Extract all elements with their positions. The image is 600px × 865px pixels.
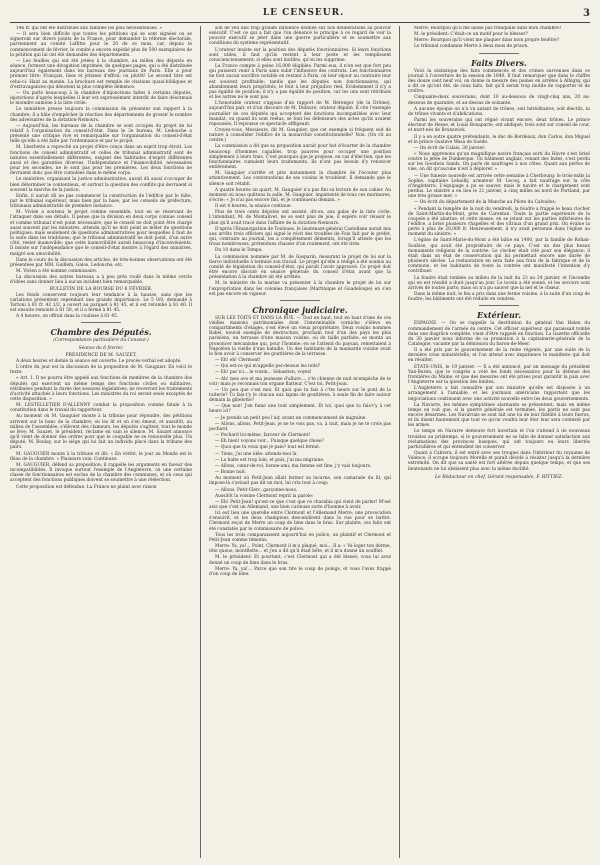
paragraph: La commission nommée par M. de Gasparin, mesurant le projet de loi sur la tierce individuelle à terminé son travail. Le projet qu'elle a rédigé a été soumis au comité de législation du conseil-d'état, qui paraît l'avoir approuvé. Ce projet doit être encore discuté en séance générale du conseil d'état avant que la présentation à la chambre ait été arrêtée.	[209, 254, 391, 281]
paragraph: M. Vivien a soutenu le projet comme ensemble, tout en se réservant de l'attaquer dans ses détails. Il pense que la division en deux corps connue conseil et comme tribunal n'est point nécessaire; que le conseil ne doit point être chargé aussi souvent par les ministres, attendu qu'il ne doit point se mêler de questions politiques; mais seulement de questions administratives pour lesquelles il faut de la suite dans les traditions; que le tribunal administratif ne doit point, d'un autre côté, rester inamovible; que cette inamovibilité aurait beaucoup d'inconvénients. Il insiste sur l'indépendance que le conseil-d'état montre à l'égard des ministres, malgré son amovibilité.	[10, 210, 192, 257]
paragraph: — Allons, cœur-de-roi, bonne-ami; ma femme est fine, j'y vais toujours.	[215, 463, 372, 469]
paragraph: — Pochard toi-même, farceur de Clermont!	[215, 433, 311, 439]
paragraph: « Art. 1. Il ne pourra être appelé aux fonctions de membres de la chambre des députés qui exercent un même temps des fonctions civiles ou militaires, rétribuées pendant la durée des sessions législatives, ne recevront les traitements d'activité attachés à leurs fonctions. Les ministres du roi seront seuls exceptés de cette disposition. »	[10, 376, 192, 402]
paragraph: M. le président: C'était-ce un motif pour le blesser?	[414, 32, 528, 38]
column-1	[10, 26, 192, 858]
paragraph: Ici eut lieu une querelle entre Clermont et l'Allemand Merre; une provocation s'ensuivit, et les deux champions descendirent dans la rue pour se battre. Clermont reçut de Merre un coup de lime dans le bras. Sur plainte, ces faits ont été constatés par le commissaire de police.	[209, 511, 391, 532]
paragraph: A 4 heures, on offrait dans la coulisse à 81 45.	[16, 314, 119, 320]
presidency: PRÉSIDENCE DE M. SAUZET.	[65, 352, 137, 358]
header-rule	[10, 22, 590, 23]
section-title-judiciaire: Chronique judiciaire.	[252, 304, 348, 315]
paragraph: — Un peu que c'est moi. Et quoi que tu fais à c'tte heure sur le pont de la tuiterie? Tu fais-t'y le chacun aux lapins de gouttières, à seule fin de faire autour demain la gibelotte?	[209, 387, 391, 404]
paragraph: Le ministère presse toujours la commission de présenter son rapport à la chambre; il a hâte d'empêcher la réaction des départements de grossir le nombre des adversaires de la dotation-Nemours.	[10, 107, 192, 123]
paragraph: Enfin, il aurait dû ne pas commencer la construction de l'édifice par le faîte, par le tribunal supérieur, mais bien par la base, par les conseils de préfecture, tribunaux administratifs de première instance.	[10, 193, 192, 210]
paragraph: ÉTATS-UNIS, le 19 janvier. — Il a été annoncé, par un message du président Van-Buren, que le congrès a voté les fonds nécessaires pour la défense des frontières du Maine, et que des mesures ont été prises pour garantir la paix avec l'Angleterre sur la question des limites.	[408, 364, 590, 386]
paragraph: M. Vivien a été nommé commissaire.	[16, 269, 98, 275]
columns	[10, 26, 590, 858]
bourse-title: BULLETIN DE LA BOURSE DU 6 FÉVRIER.	[49, 286, 153, 292]
paragraph: M. LESTELLETIER D'ALLENNY combat la proposition comme fatale à la constitution dans le travail du rapporteur.	[10, 403, 192, 414]
paragraph: Merre: Ya, ya!... Parce que son tire le coup de poings, et vous l'avez frappé d'un coup de lime.	[209, 566, 391, 577]
paragraph: Il est 4 heures, la séance continue.	[215, 204, 292, 210]
paragraph: Du 10 dans le Temps:	[215, 248, 263, 254]
paragraph: — Que non! J'en fume une tout simplement. Et toi, quoi que tu fais-t'y à cet heure ici?	[209, 404, 391, 415]
paragraph: — Les feuilles qui ont été jetées à la chambre, au milieu des députés en séance, forment une divagation imprimée, de quelques pages, qui a été distribuée aujourd'hui également dans les bureaux des journaux de Paris. Elle a pour premier titre: Français, lisez et jetissez d'effroi; ou plutôt! Le second titre est celui-ci: Haut au monde. La brochure est remplie de citations quasi-bibliques et d'extravagances qui dénotent la plus complète démence.	[10, 58, 192, 90]
paragraph: — Qui est-ce qui m'appelle par-dessus les toits?	[215, 364, 321, 370]
paragraph: Le temps en Navarre demeure fort incertain et l'on s'attend à de nouveaux troubles au printemps, si le gouvernement ne se hâte de donner satisfaction aux réclamations des provinces basques, qui ont toujours eu leurs libertés particulières et qui entendent les conserver.	[408, 429, 590, 450]
paragraph: — On écrit du département de la Manche au Pilote du Calvados:	[414, 200, 557, 206]
paragraph: Croyez-vous, Messieurs, dit M. Gauguier, que cet exemple si fréquent soit de nature à consolider l'édifice de la monarchie constitutionnelle? Non. (On rit au centre.)	[209, 127, 391, 144]
column-3	[408, 26, 590, 858]
paragraph: « Pendant la tempête de la nuit du vendredi, la foudre a frappé le beau clocher de Saint-Martin-du-Mont, près de Carentan. Toute la partie supérieure de la coupole a été abattue, et cette masse, en se jetant sur les parties inférieures de l'édifice, a brisé plusieurs chapelles et des vitraux d'un grand prix. On évalue la perte à plus de 20,000 fr. Heureusement, il n'y avait personne dans l'église au moment du sinistre. »	[408, 206, 590, 238]
paragraph: L'Angleterre a fait connaître par son ministre qu'elle est disposée à un arrangement à l'amiable, et les journaux américains rapportent que les négociations continuent avec une activité nouvelle entre les deux gouvernements.	[408, 386, 590, 402]
paragraph: Merre: Bourquoi qu'il vient me plaquer dans mon propre fenêtre?	[414, 38, 560, 44]
paragraph: Dans la même nuit, le feu a pris dans une ferme voisine, à la suite d'un coup de foudre; les bâtiments ont été réduits en cendres.	[408, 292, 590, 303]
paragraph: — On écrit de Calais, 30 janvier:	[414, 145, 486, 151]
paragraph: M. GAUGUIER monte à la tribune et dit: « En vérité, le jour au Monde est le fléau de la chambre. » Plusieurs voix: Continuez.	[10, 451, 192, 462]
paragraph: La Navarre, les mêmes symptômes alarmants se présentent; mais en même temps on voit que, si la guerre générale est terminée, les partis ne sont pas encore désarmés. Les Navarrais se sont fait une loi de leur fidélité à leurs fueros, et ils disent hautement que tout ce qu'on voudra leur ôter leur sera contesté par les armes.	[408, 402, 590, 429]
paragraph: A aucune époque on n'a vu autant de trônes, soit héréditaires, soit électifs, ni de trônes vivants et d'abdications.	[408, 106, 590, 117]
paragraph: L'église de Saint-Marie-du-Mont a été bâtie en 1400, par la famille de Rohan-Soubise, qui avait été propriétaire de ce pays. C'est un des plus beaux monuments religieux de la contrée. Le clocher était cité pour son élégance; il était dans un état de conservation qui lui permettait encore une durée de plusieurs siècles. La restauration en sera faite aux frais de la fabrique et de la commune, et les habitants de toute la contrée ont manifesté l'intention d'y contribuer.	[408, 238, 590, 275]
paragraph: Plus de trois cents députés ont assisté, dit-on, aux galas de la liste civile. L'intendant, M. de Montalivet, ne se sent plus de joie, il espère voir réussir le plan qu'il avait tracé dans l'affaire de la dotation-Nemours.	[209, 210, 391, 226]
paragraph: M. le président: Et pourtant, c'est Clermont qui a été blessé; vous lui avez donné un coup de lime dans le bras.	[209, 555, 391, 566]
paragraph: A deux heures et demie la séance est ouverte. Le procès-verbal est adopté.	[16, 358, 182, 364]
paragraph: Merre: Bourquoi qu'il me laisse pas tranquille dans mon chambre?	[414, 26, 562, 31]
paragraph: Au moment où Petit-Jean allait fermer sa lucarne, son camarade du lit, qui impose-là s'avisait pas dit un mot, lui cria tout à coup:	[209, 476, 391, 487]
paragraph: 146 fr. qui ont été distribués aux familles les plus nécessiteuses. »	[16, 26, 162, 31]
paragraph: — La halte est trop loin, et puis, j'ai ma migraine.	[215, 457, 325, 463]
paragraph: Le ministère, organisant la justice administrative, aurait dû aussi s'occuper de bien déterminer le contentieux, et surtout la question des conflits qui devraient si souvent la marche de la justice.	[10, 177, 192, 193]
ornament-rule	[479, 304, 519, 307]
ornament-rule	[280, 299, 320, 302]
paragraph: — Tiens, j'ai une idée: attends-moi là.	[215, 451, 298, 457]
section-title-faits-divers: Faits Divers.	[471, 57, 527, 68]
paragraph: Tous les trois comparaissent aujourd'hui en police, un plaintif et Clermont et Petit-Jean comme témoins.	[209, 532, 391, 543]
paragraph: Il a été pris par le gouvernement de la reine régente, par une suite de la dernière crise ministérielle, et l'on attend avec impatience le manifeste qui doit en résulter.	[408, 348, 590, 364]
paragraph: — Eh bien! voyons voir... Puisque quelque chose?	[215, 439, 324, 445]
paragraph: — On parle beaucoup à la chambre d'injonctions faites à certains députés, injonctions d'après lesquelles il leur est expressément interdit de faire désormais le moindre aumône à la liste civile.	[10, 90, 192, 107]
paragraph: La commission a dit que sa proposition aurait pour but d'écarter de la chambre beaucoup d'hommes capables, trop pauvres pour occuper une position simplement à leurs frais. C'est pourquoi que je propose, en cas d'élection, que les fonctionnaires cumulent leurs traitements. Ils n'ont pas besoin d'y renoncer entièrement.	[209, 144, 391, 171]
paragraph: — Ah! mes ave et ma jeunesse d'allure..., c'te chienne de nuit m'empêche de te voir; mais je reconnais ton organe flatteur. C'est toi, Petit-Jean.	[209, 376, 391, 387]
column-2	[209, 26, 391, 858]
paragraph: — Quoi que tu veux que je paie? tout est fermé.	[215, 445, 320, 451]
column-divider	[399, 26, 400, 858]
paragraph: M. Lherbette a reproché au projet d'être conçu dans un esprit trop étroit. Les fonctions de conseil administratif et celles de tribunal administratif sont de natures essentiellement différentes, exigent des habitudes d'esprit différentes aussi et des garanties diverses, l'indépendance et l'inamovibilité, nécessaires pour les secondes, ne le sont pas pour les premières. Les deux fonctions ne devraient donc pas être cumulées dans le même corps.	[10, 145, 192, 177]
paragraph: Au moment où M. Gauguier monte à la tribune pour répondre, des pétitions arrivent sur le banc de la chambre; on les lit et on s'en émeut, et aussitôt, au milieu de l'assemblée, s'élèvent des clameurs, les députés s'agitent, tout le monde se lève; M. Sauzet, le président, réclame en vain le silence. M. Sauzet annonce qu'il vient de donner des ordres pour que le coupable ne se renouvelle plus. Un député, M. Boulay, sur le siège qui lui fait un individu placé dans la tribune des pairs.	[10, 414, 192, 451]
paragraph: — Allons, allons, Petit-Jean, je ne te vois pas, va, à nuit, mais je ne te crois pas pochard.	[209, 421, 391, 432]
paragraph: — Allons, Petit-Clerc, garçonne-nous.	[215, 487, 298, 493]
paragraph: Cette proposition est défendue. La France ne plaint avec raison	[16, 484, 157, 490]
paragraph: son de veil une trop grande influence donnée sur nos délibérations au pouvoir exécutif. C'est ce qui a fait que l'on dénoncé le principe à ce regard de voir la pouvoir exécutif se jeter dans une guerre particulière et se soumettre aux conditions du système représentatif.	[209, 26, 391, 47]
paragraph: — Aujourd'hui, les bureaux de la chambre se sont occupés du projet de loi relatif à l'organisation du conseil-d'état. Dans le 3e bureau, M. Ledouche a présenté une critique vive et remarquable sur l'organisation du conseil-d'état telle qu'elle a été faite par l'ordonnance et par le projet.	[10, 123, 192, 145]
paragraph: La discussion des autres bureaux a à peu près roulé dans le même cercle d'idées sans donner lieu à aucun incident bien remarquable.	[10, 275, 192, 286]
paragraph: Cinquante-deux souverains, dont 10 au-dessous de vingt-cinq ans, 20 au-dessous de quarante, et au-dessus de soixante.	[408, 95, 590, 106]
paragraph: — Il sera bien difficile que toutes les pétitions qui se sont signées ou se signeront sur divers points de la France, pour demander la réforme électorale, parviennent au comité Laffitte pour le 20 de ce mois, car, depuis le commencement de février, le comité a encore expédié plus de 500 exemplaires de la pétition qui lui ont été demandés des départements.	[10, 32, 192, 58]
paragraph: Merre: Ya, ya!... Point, Clermont il m'a plaqué, moi... Il a: « Va loger ton derme, tête queue, montflette... et j'en a dit qu'il était bête, et il m'a donné un soufflet.	[209, 544, 391, 555]
paragraph: — Une funeste nouvelle est arrivée cette semaine à Cherbourg: le trois-mâts la Sophie, capitaine Lebailly, armateur M. Lecoq, a fait naufrage sur la côte d'Angleterre. L'équipage a pu se sauver, mais le navire et le chargement sont perdus. Le sinistre a eu lieu le 21 janvier, à cinq milles au nord de Portland, par une très grosse mer. »	[408, 173, 590, 200]
paragraph: — Eh! eh! Clermont!	[215, 358, 261, 364]
paragraph: Le tribunal condamne Merre à deux mois de prison.	[414, 44, 529, 50]
paragraph: Quant à Cabrera, il est entré avec ses troupes dans l'intérieur du royaume de Valence; il occupe toujours Morella et paraît décidé à résister jusqu'à la dernière extrémité. On dit que sa santé est fort altérée depuis quelque temps, et que ses lieutenants ne lui obéissent plus avec la même docilité.	[408, 451, 590, 472]
section-title-exterieur: Extérieur.	[476, 310, 522, 321]
paragraph: A quatre heures un quart, M. Gauguier n'a pas fini sa lecture de son cahier. Au moment où nous quittons la salle, M. Gauguier, impatienté de tous ces murmures, s'écrie: « Je n'ai pas encore fini, et je continuerai demain. »	[209, 187, 391, 203]
paragraph: — Je prends un petit peu l'air, avant un commencement de migraine.	[215, 415, 367, 421]
paragraph: D'après l'Émancipation de Toulouse, le lieutenant-général Castellane aurait mis aux arrêts trois officiers qui signé le récit des troubles de Foix fait par le préfet, qui, contraire au journal, les a complètement démentis, lorsqu'il atteste que les trous nombreuses, prétendues chasser d'un roulement, ont été tirés.	[209, 226, 391, 248]
paragraph: La foudre était tombée au milieu de la nuit du 23 au 24 janvier, et l'incendie qui en est résulté a duré jusqu'au jour. Le tocsin a été sonné, et les secours sont arrivés de toutes parts; mais on n'a pu sauver que la nef et le chœur.	[408, 275, 590, 291]
paragraph: Aussitôt la voisine Clermont reprit la parole:	[215, 493, 314, 499]
paragraph: L'ordre du jour est la discussion de la proposition de M. Gauguier. En voici le texte:	[10, 365, 192, 376]
paragraph: — Eh! Petit-Jean! qu'est-ce que c'est que ce charabia qui vient de parler! M'est avis que c'est un Allemand, une bien curieuse sorte d'homme à avoir.	[209, 499, 391, 510]
paragraph: — Eh! par ici... le voisin... Sébastien, voyez!	[215, 370, 312, 376]
ornament-rule	[479, 52, 519, 55]
paragraph: SUR LES TOITS ET DANS LA RUE. — Tout en haut, tout en haut d'une de ces vieilles maisons patrimoniales dont l'interminable corniche s'élève en compartiments d'étages, s'est élevé un vieux propriétaire. Deux voisins nommés Babel, nouvel exemple de destruction, prochain tour d'un des pays les plus parisiens, un terrasse d'une maison voisine, où de taille parfaite, se monta un prononcer mécanisme qui, pour l'homme, en se l'attend du paysan, remettaient à Napoléon la vieille d'une bataille. Un des habitants de la mansarde voisine avait le bon avoir à conserver les gouttières de la terrasse.	[209, 315, 391, 357]
page-number: 3	[583, 7, 590, 19]
paragraph: La France compte à peine 16,000 éligibles. Parmi eux, il n'en est que fort peu qui puissent venir à Paris sans subir l'influence des contrats. Les fonctionnaires ne font aucun sacrifice notable en restant à Paris, où leur séjour au contraire leur est souvent profitable; tandis que les députés non fonctionnaires, qui abandonnent leurs propriétés, le font à leur préjudice réel. Évidemment il n'y a pas égalité de position; il n'y a pas égalité de position, car les uns sont rétribués et les autres ne le sont pas.	[209, 64, 391, 101]
session-date: Séance du 6 février.	[78, 345, 124, 351]
paragraph: Il y a en outre quatre prétendants, le duc de Bordeaux, don Carlos, don Miguel et le prince Gustave Wasa de Suède.	[408, 134, 590, 145]
paragraph: M. GAUGUIER, défend sa proposition; il rappelle les arguments en faveur des incompatibilités. Il invoque surtout l'exemple de l'Angleterre, où une certaine classe de fonctionnaires est exclue de la chambre des communes, et où ceux qui acceptent des fonctions publiques doivent se soumettre à une réélection.	[10, 462, 192, 484]
paragraph: M. Gauguier s'arrête et prie instamment la chambre de l'écouter plus attentivement. Les conversations de ses voisins le troublent. Il demande que le silence soit rétabli.	[209, 171, 391, 187]
paragraph: « Nous apprenons qu'un magnifique navire français sorti du Havre s'est brisé contre la jetée de Dunkerque. Un bâtiment anglais, venant des Indes, s'est perdu sur les Goodwin Sands. On parle de naufrages à nos côtes. Quant aux pertes de vies, on dit qu'aucune n'est à déplorer. »	[408, 151, 590, 173]
column-divider	[200, 26, 201, 858]
paragraph: Dans le cours de la discussion des articles, de très-bonnes observations ont été présentées par MM. Guillem, Galos, Ledouche, etc.	[10, 257, 192, 268]
paragraph: L'orateur insiste sur la position des députés fonctionnaires. Si leurs fonctions sont utiles, il faut qu'ils restent à leur poste et les remplissent consciencieusement; si elles sont inutiles, qu'on les supprime.	[209, 47, 391, 63]
paragraph: Voici la statistique des faits commencés et des crimes survenues dans ce journal à l'ouverture de la session de 1840. Il faut remarquer que dans le chiffre des douze cent neuf vol, on donne la mesure des peines en arrêtés à Albigny, qui a dit ce qu'ont été, de ceux faits, fait qu'il serait trop inutile de rapporter et de croître.	[408, 68, 590, 95]
paragraph: ESPAGNE. — On se rappelle la destitution du général Van Halen du commandement de l'armée du centre. Cet officier supérieur, qui paraissait tombé dans une disgrâce complète, vient d'être rappelé en fonction. La Gazette officielle du 30 janvier nous informe de sa promotion à la capitainerie-générale de la Catalogne, vacante par la démission du baron-de-Meer.	[408, 321, 590, 347]
section-title-chambre: Chambre des Députés.	[50, 327, 152, 338]
editor-signature: Le Rédacteur en chef, Gérant responsable, F. RITTIEZ.	[435, 474, 563, 480]
paragraph: L'honorable orateur s'appuie d'un rapport de M. Bérenger (de la Drôme), aujourd'hui pair, et d'un discours de M. Dufaure, orateur député. Il cite l'exemple journalier de ces députés qui acceptent des fonctions incompatibles avec leur mandat, ou quand ils sont reélus, se font les défenseurs des actes qu'ils avaient repoussés. Il repousse ce spectacle affligeant.	[209, 101, 391, 127]
paragraph: Les fonds conservent toujours leur tendance à la hausse, sans que les variations présentent cependant une grande importance. Le 5 0/0, demandé à Tortoni à 81 fr. 42 1/2, a ouvert au parquet à 81 45, et il est retombé à 81 40. Il est ensuite remonté à 81 50, et il a fermé à 81 45.	[10, 292, 192, 314]
page-header	[10, 6, 590, 20]
ornament-rule	[81, 321, 121, 324]
section-subtitle: (Correspondance particulière du Censeur.)	[53, 338, 149, 344]
paragraph: Parmi les souverains qui ont régné vivant encore, deux trônes. Le prince électeur de Hesse, et Louis Bonaparte, ont abdiqué; trois sont sur conseil de cour, et mort-nés de Brunswick.	[408, 118, 590, 134]
paragraph: M. le ministre de la marine va présenter à la chambre le projet de loi sur l'expropriation dans les colonies françaises (Martinique et Guadeloupe) en s'en est pas encore en vigueur.	[209, 281, 391, 297]
newspaper-title: LE CENSEUR.	[262, 8, 345, 18]
paragraph: — Bonne nuit.	[215, 470, 247, 476]
